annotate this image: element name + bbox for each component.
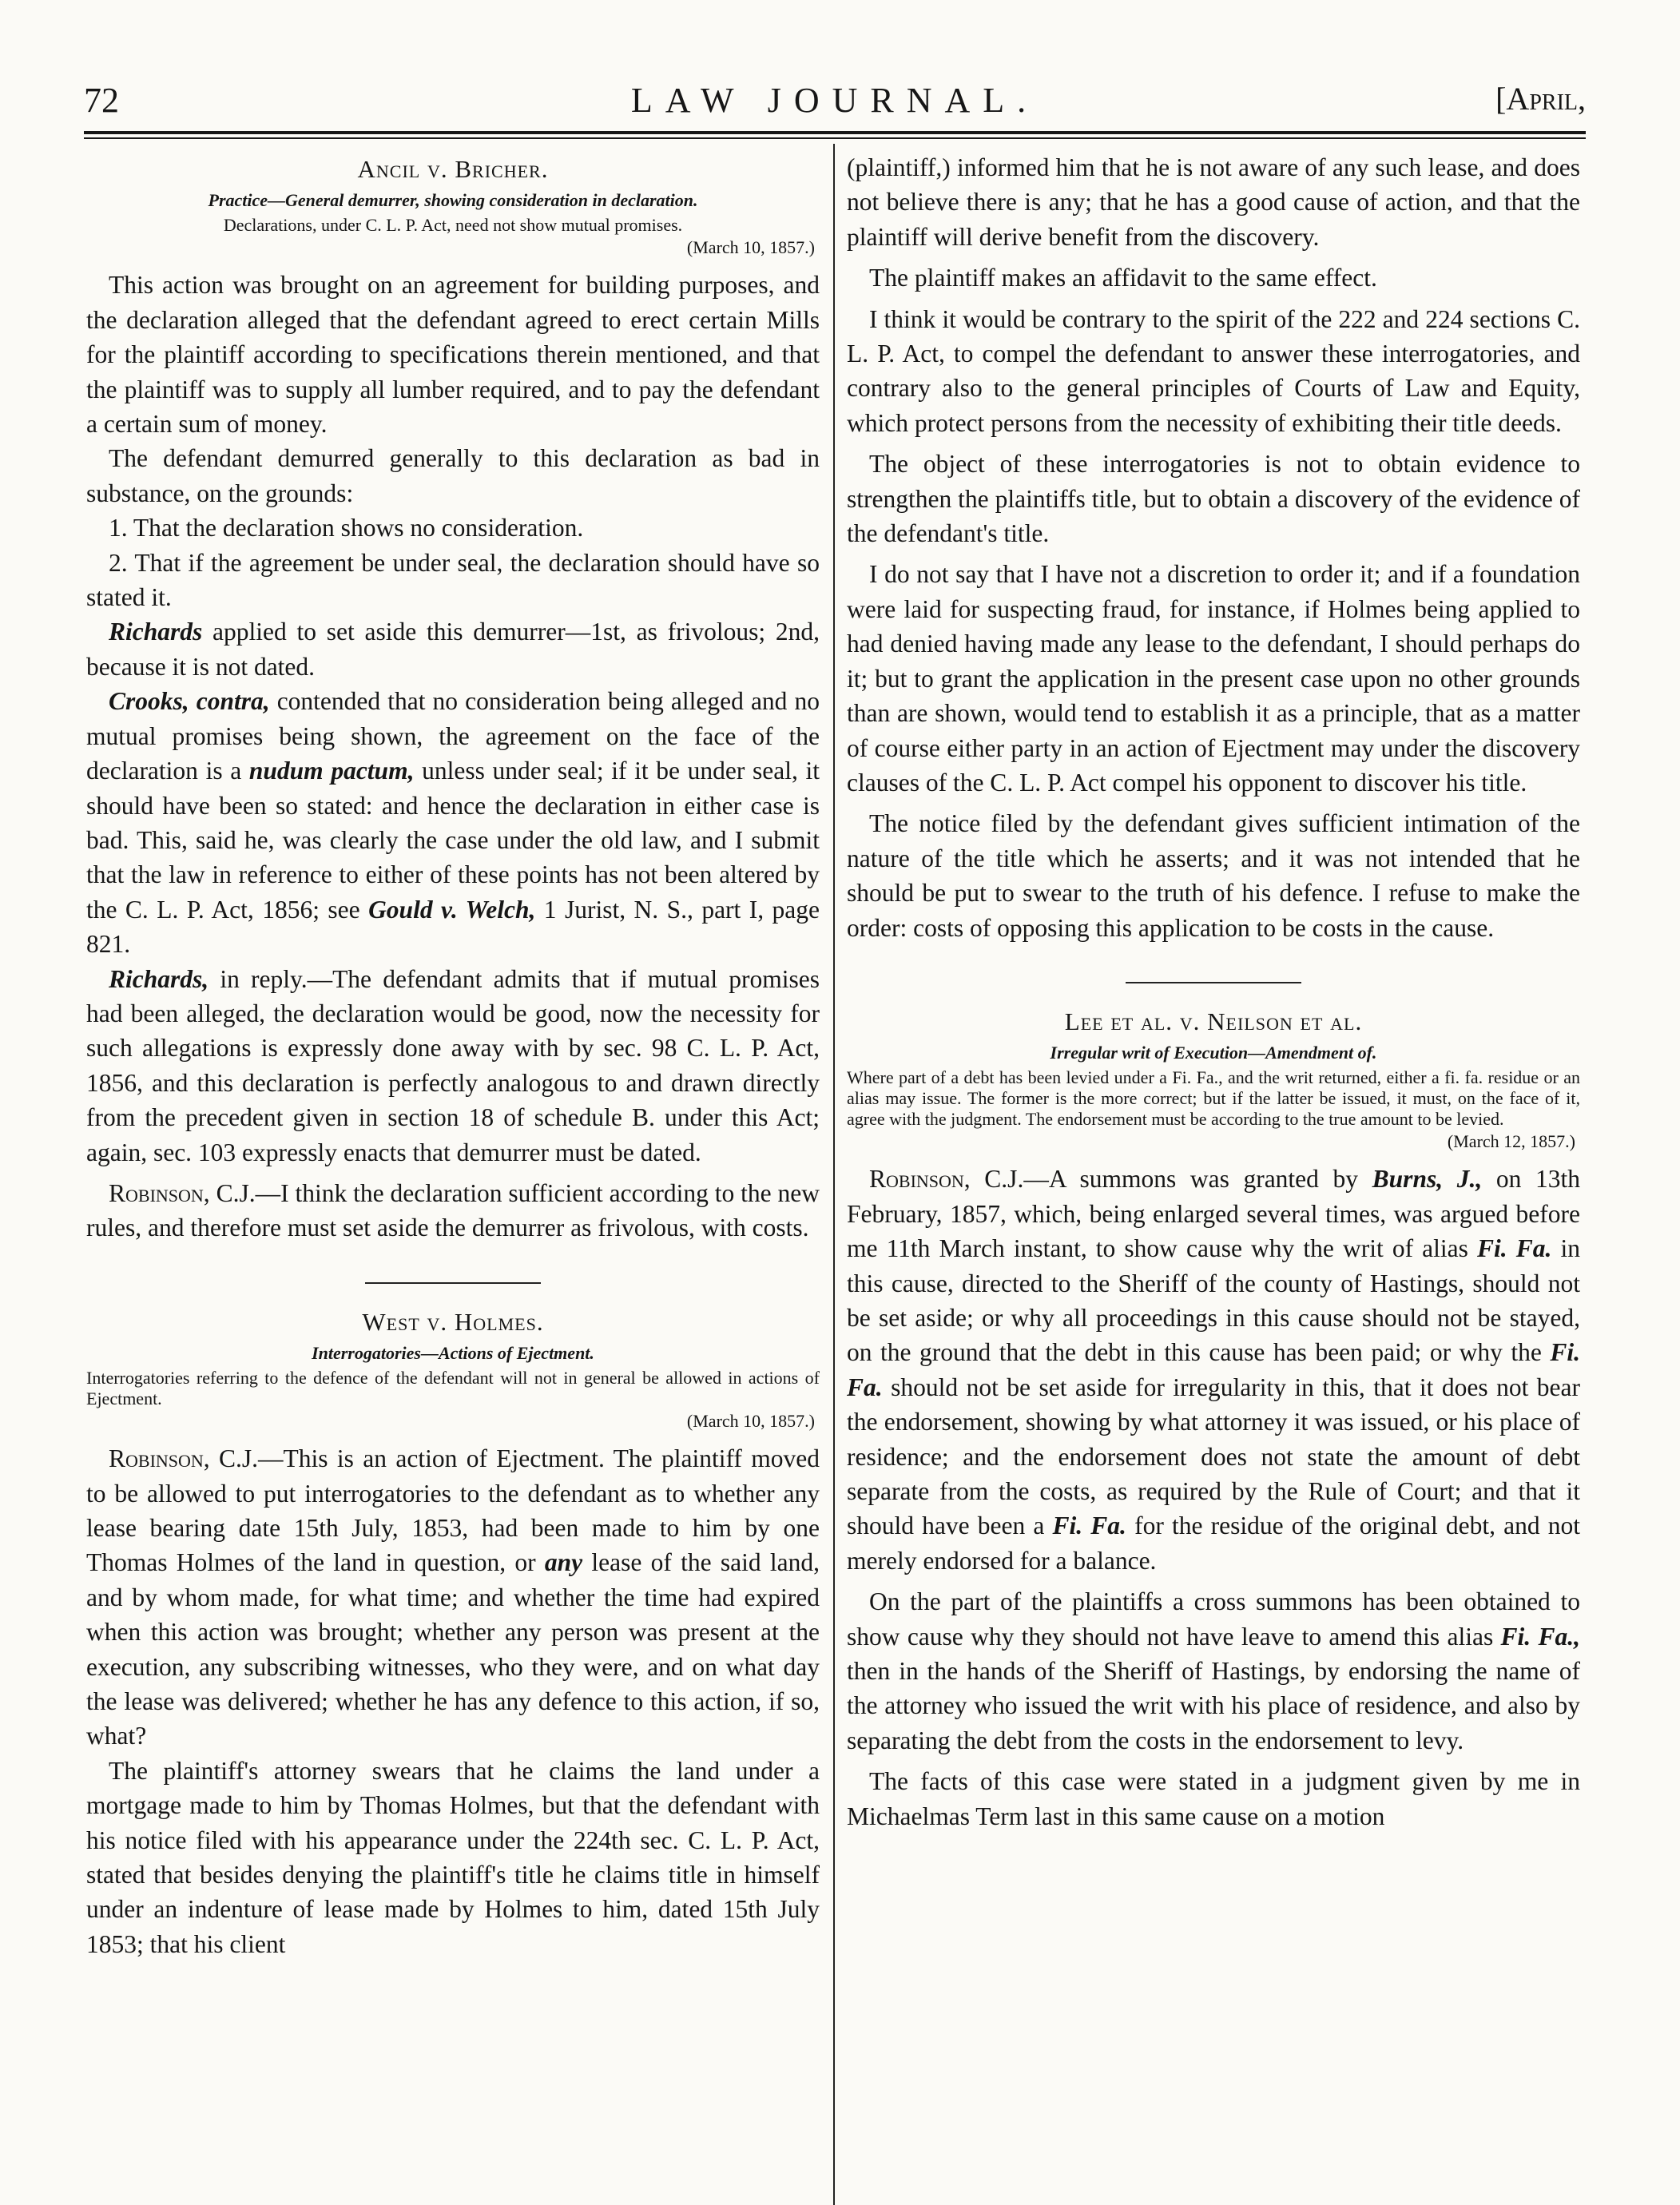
paragraph: I think it would be contrary to the spirit of the 222 and 224 sections C. L. P. Act, to compel the defendant to answer these interrogatories, and contrary also to the general principles of Courts of Law and Equity, which protect persons from the necessity of exhibiting their title deeds.: [847, 304, 1580, 437]
header-rule-thick: [84, 131, 1586, 134]
left-column: [86, 150, 820, 1961]
paragraph: Richards, in reply.—The defendant admits that if mutual promises had been alleged, the declaration would be good, now the necessity for such allegations is expressly done away with by sec. 98 C. L. P. Act, 1856, and this declaration is perfectly analogous to and drawn directly from the precedent given in section 18 of schedule B. under this Act; again, sec. 103 expressly enacts that demurrer must be dated.: [86, 964, 820, 1166]
counsel-name: Richards: [109, 618, 203, 646]
section-separator: [365, 1282, 541, 1284]
issue-month: [April,: [1495, 81, 1586, 117]
paragraph: Robinson, C.J.—A summons was granted by Burns, J., on 13th February, 1857, which, being enlarged several times, was argued before me 11th March instant, to show cause why the writ of alias Fi. Fa. in this cause, directed to the Sheriff of the county of Hastings, should not be set aside; or why all proceedings in this cause should not be stayed, on the ground that the debt in this cause has been paid; or why the Fi. Fa. should not be set aside for irregularity in this, that it does not bear the endorsement, showing by what attorney it was issued, or his place of residence; and the endorsement does not state the amount of debt separate from the costs, as required by the Rule of Court; and that it should have been a Fi. Fa. for the residue of the original debt, and not merely endorsed for a balance.: [847, 1165, 1580, 1575]
case-subtitle: Irregular writ of Execution—Amendment of.: [1050, 1043, 1377, 1063]
page-header: [84, 80, 1586, 131]
case-headnote: Interrogatories referring to the defence of the defendant will not in general be allowed in actions of Ejectment.: [86, 1368, 820, 1409]
case-subtitle: Interrogatories—Actions of Ejectment.: [312, 1343, 594, 1364]
section-separator: [1126, 982, 1301, 983]
judge-name: Robinson,: [109, 1178, 210, 1207]
paragraph: The facts of this case were stated in a judgment given by me in Michaelmas Term last in this same cause on a motion: [847, 1767, 1580, 1830]
case-date: (March 10, 1857.): [686, 237, 815, 258]
case-title: Ancil v. Bricher.: [357, 155, 549, 183]
judge-name: Robinson,: [109, 1444, 210, 1473]
judge-name: Burns, J.,: [1372, 1165, 1483, 1194]
paragraph: Richards applied to set aside this demurrer—1st, as frivolous; 2nd, because it is not dated.: [86, 618, 820, 681]
case-date: (March 10, 1857.): [686, 1411, 815, 1432]
list-item: 2. That if the agreement be under seal, the declaration should have so stated it.: [86, 548, 820, 612]
case-date: (March 12, 1857.): [1447, 1131, 1575, 1152]
paragraph: The notice filed by the defendant gives sufficient intimation of the nature of the title which he asserts; and it was not intended that he should be put to swear to the truth of his defence. I refuse to make the order: costs of opposing this application to be costs in the cause.: [847, 809, 1580, 942]
paragraph: On the part of the plaintiffs a cross summons has been obtained to show cause why they should not have leave to amend this alias Fi. Fa., then in the hands of the Sheriff of Hastings, by endorsing the name of the attorney who issued the writ with his place of residence, and also by separating the debt from the costs in the endorsement to levy.: [847, 1587, 1581, 1754]
paragraph: The plaintiff makes an affidavit to the same effect.: [869, 264, 1377, 292]
paragraph: The object of these interrogatories is not to obtain evidence to strengthen the plaintiffs title, but to obtain a discovery of the evidence of the defendant's title.: [847, 450, 1580, 548]
paragraph: (plaintiff,) informed him that he is not aware of any such lease, and does not believe there is any; that he has a good cause of action, and that the plaintiff will derive benefit from the discovery.: [847, 153, 1580, 251]
page-number: 72: [84, 81, 119, 120]
list-item: 1. That the declaration shows no consideration.: [109, 514, 584, 542]
paragraph: This action was brought on an agreement for building purposes, and the declaration alleged that the defendant agreed to erect certain Mills for the plaintiff according to specifications therein mentioned, and that the plaintiff was to supply all lumber required, and to pay the defendant a certain sum of money.: [86, 271, 820, 439]
case-headnote: Declarations, under C. L. P. Act, need not show mutual promises.: [223, 215, 683, 236]
column-divider: [833, 144, 835, 2205]
case-title: West v. Holmes.: [362, 1307, 544, 1336]
judge-name: Robinson,: [869, 1165, 971, 1194]
header-rule-thin: [84, 137, 1586, 139]
paragraph: I do not say that I have not a discretion to order it; and if a foundation were laid for suspecting fraud, for instance, if Holmes being applied to had denied having made any lease to the defendant, I should perhaps do it; but to grant the application in the present case upon no other grounds than are shown, would tend to establish it as a principle, that as a matter of course either party in an action of Ejectment may under the discovery clauses of the C. L. P. Act compel his opponent to discover his title.: [847, 560, 1580, 797]
journal-title: LAW JOURNAL.: [630, 81, 1039, 120]
counsel-name: Richards,: [109, 964, 209, 993]
paragraph: The defendant demurred generally to this declaration as bad in substance, on the grounds:: [86, 444, 820, 507]
paragraph: Robinson, C.J.—I think the declaration sufficient according to the new rules, and therefore must set aside the demurrer as frivolous, with costs.: [86, 1178, 820, 1242]
counsel-name: Crooks, contra,: [109, 687, 270, 716]
paragraph: Robinson, C.J.—This is an action of Ejectment. The plaintiff moved to be allowed to put interrogatories to the defendant as to whether any lease bearing date 15th July, 1853, had been made to him by one Thomas Holmes of the land in question, or any lease of the said land, and by whom made, for what time; and whether the time had expired when this action was brought; whether any person was present at the execution, any subscribing witnesses, who they were, and on what day the lease was delivered; whether he has any defence to this action, if so, what?: [86, 1444, 820, 1750]
case-citation: Gould v. Welch,: [368, 895, 536, 924]
paragraph: The plaintiff's attorney swears that he claims the land under a mortgage made to him by Thomas Holmes, but that the defendant with his notice filed with his appearance under the 224th sec. C. L. P. Act, stated that besides denying the plaintiff's title he claims title in himself under an indenture of lease made by Holmes to him, dated 15th July 1853; that his client: [86, 1756, 820, 1958]
right-column: [847, 150, 1580, 1834]
case-headnote: Where part of a debt has been levied under a Fi. Fa., and the writ returned, either a fi. fa. residue or an alias may issue. The former is the more correct; but if the latter be issued, it must, on the face of it, agree with the judgment. The endorsement must be according to the true amount to be levied.: [847, 1067, 1580, 1130]
case-subtitle: Practice—General demurrer, showing consideration in declaration.: [208, 190, 698, 211]
paragraph: Crooks, contra, contended that no consideration being alleged and no mutual promises being shown, the agreement on the face of the declaration is a nudum pactum, unless under seal; if it be under seal, it should have been so stated: and hence the declaration in either case is bad. This, said he, was clearly the case under the old law, and I submit that the law in reference to either of these points has not been altered by the C. L. P. Act, 1856; see Gould v. Welch, 1 Jurist, N. S., part I, page 821.: [86, 687, 820, 959]
case-title: Lee et al. v. Neilson et al.: [1064, 1007, 1363, 1035]
